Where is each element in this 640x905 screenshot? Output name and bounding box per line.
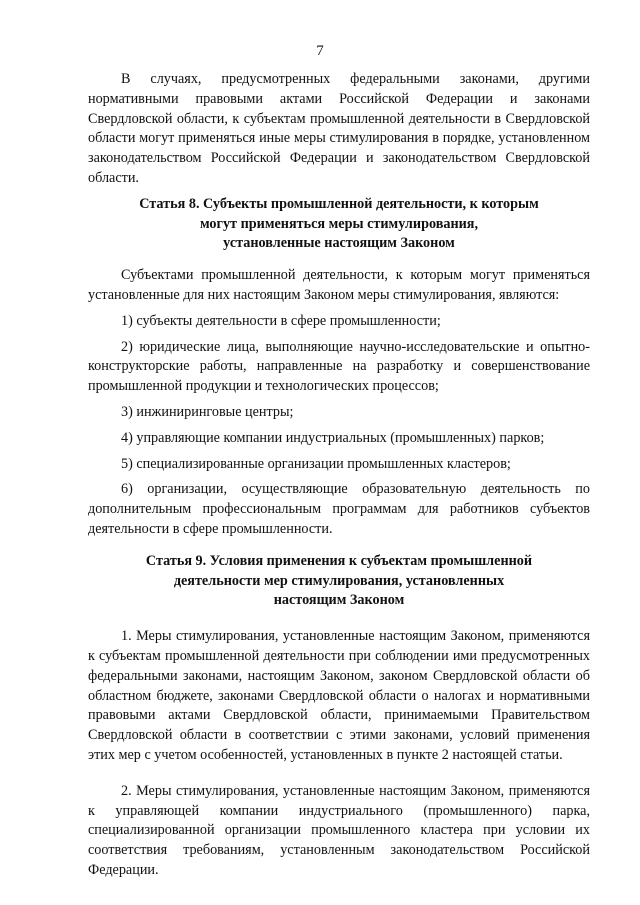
article-9-title-line-3: настоящим Законом	[273, 592, 405, 609]
article-9-heading	[88, 552, 590, 611]
article-8-title-line-3: установленные настоящим Законом	[223, 235, 455, 252]
article-8-heading	[88, 195, 590, 254]
article-8-item-4: 4) управляющие компании индустриальных (промышленных) парков;	[121, 429, 545, 446]
page-content	[88, 70, 590, 881]
article-9-paragraph-1: 1. Меры стимулирования, установленные настоящим Законом, применяются к субъектам промышленной деятельности при соблюдении ими предусмотренных федеральными законами, настоящим Законом, законом Свердловской области об областном бюджете, законами Свердловской области о налогах и нормативными правовыми актами Свердловской области, принимаемыми Правительством Свердловской области в соответствии с этими законами, условий применения этих мер с учетом особенностей, установленных в пункте 2 настоящей статьи.	[88, 628, 590, 763]
article-8-title-line-1: Статья 8. Субъекты промышленной деятельности, к которым	[139, 195, 539, 212]
article-8-item-6: 6) организации, осуществляющие образовательную деятельность по дополнительным профессиональным программам для работников субъектов деятельности в сфере промышленности.	[88, 481, 590, 537]
page-number: 7	[316, 43, 324, 59]
article-8-intro: Субъектами промышленной деятельности, к которым могут применяться установленные для них настоящим Законом меры стимулирования, являются:	[88, 267, 590, 303]
intro-paragraph: В случаях, предусмотренных федеральными законами, другими нормативными правовыми актами Российской Федерации и законами Свердловской области, к субъектам промышленной деятельности в Свердловской области могут применяться иные меры стимулирования в порядке, установленном законодательством Российской Федерации и законодательством Свердловской области.	[88, 71, 590, 186]
article-8-item-5: 5) специализированные организации промышленных кластеров;	[121, 455, 511, 472]
article-9-paragraph-2: 2. Меры стимулирования, установленные настоящим Законом, применяются к управляющей компании индустриального (промышленного) парка, специализированной организации промышленного кластера при условии их соответствия требованиям, установленным законодательством Российской Федерации.	[88, 782, 590, 878]
article-8-item-3: 3) инжиниринговые центры;	[121, 403, 294, 420]
article-9-title-line-1: Статья 9. Условия применения к субъектам промышленной	[145, 552, 533, 569]
article-8-item-2: 2) юридические лица, выполняющие научно-исследовательские и опытно-конструкторские работы, направленные на разработку и совершенствование промышленной продукции и технологических процессов;	[88, 338, 590, 395]
article-8-item-1: 1) субъекты деятельности в сфере промышленности;	[121, 312, 441, 329]
article-8-title-line-2: могут применяться меры стимулирования,	[199, 215, 479, 232]
article-9-title-line-2: деятельности мер стимулирования, установленных	[173, 572, 505, 589]
